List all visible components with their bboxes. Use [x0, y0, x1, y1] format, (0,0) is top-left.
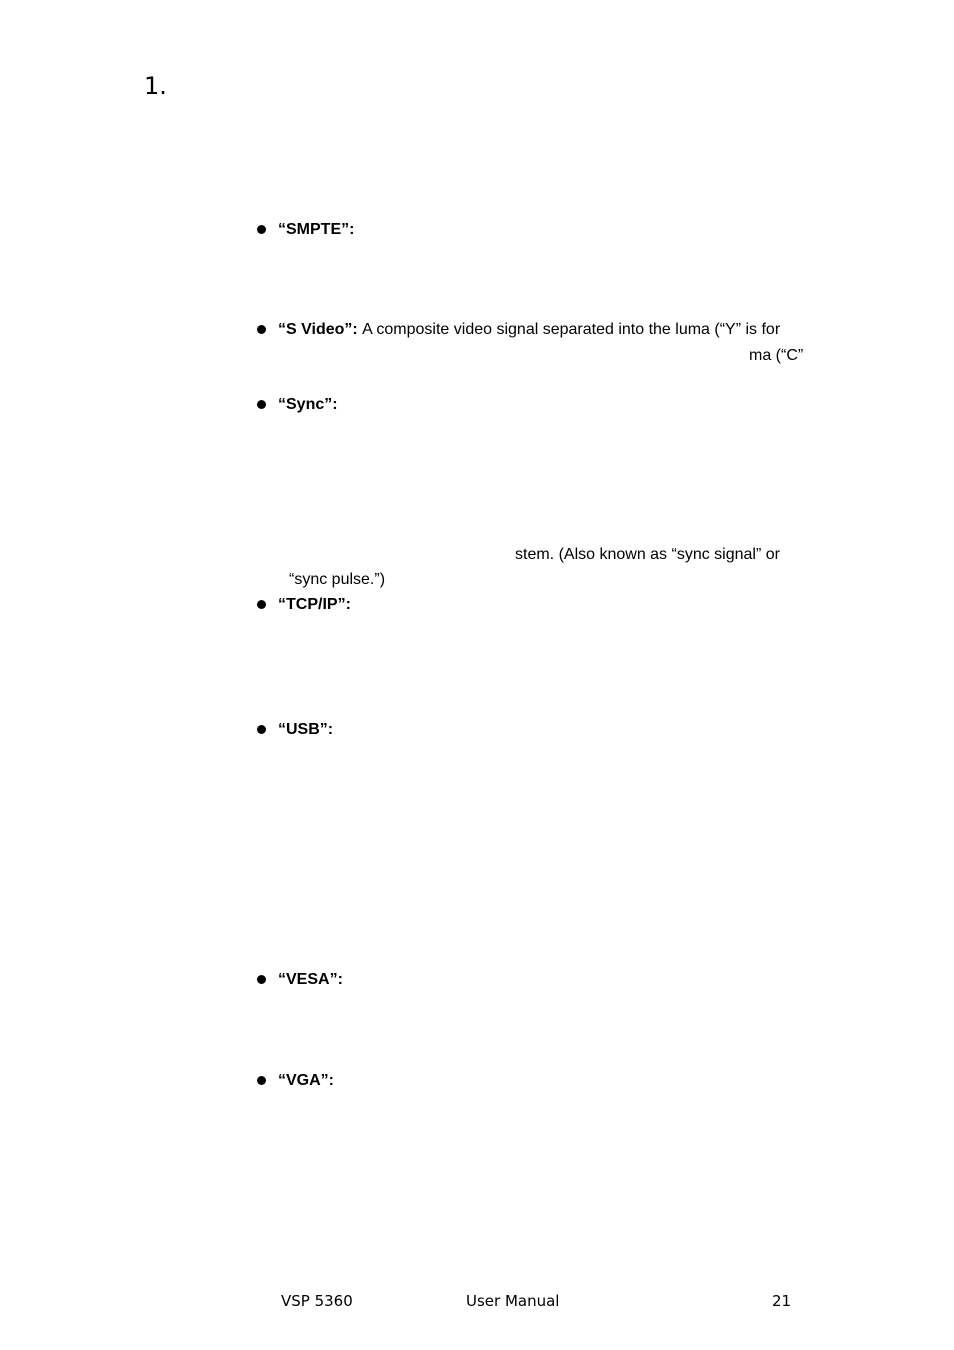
- term-usb: “USB”:: [278, 721, 334, 738]
- entry-svideo-line1: [278, 321, 780, 339]
- term-smpte: “SMPTE”:: [278, 221, 355, 238]
- bullet-icon: [257, 975, 266, 984]
- bullet-icon: [257, 325, 266, 334]
- bullet-icon: [257, 400, 266, 409]
- footer-model: VSP 5360: [281, 1292, 353, 1310]
- term-vesa: “VESA”:: [278, 971, 343, 988]
- sync-text-1: stem. (Also known as “sync signal” or: [515, 546, 780, 563]
- svideo-text-2: ma (“C”: [749, 347, 804, 364]
- bullet-icon: [257, 600, 266, 609]
- bullet-icon: [257, 725, 266, 734]
- term-sync: “Sync”:: [278, 396, 338, 413]
- sync-text-2: “sync pulse.”): [289, 571, 386, 588]
- bullet-icon: [257, 1076, 266, 1085]
- term-tcpip: “TCP/IP”:: [278, 596, 351, 613]
- footer-doc-title: User Manual: [466, 1292, 560, 1310]
- footer-page-number: 21: [772, 1292, 792, 1310]
- bullet-icon: [257, 225, 266, 234]
- term-svideo: “S Video”:: [278, 321, 358, 338]
- term-vga: “VGA”:: [278, 1072, 334, 1089]
- section-number: 1.: [144, 72, 167, 100]
- svideo-text-1: A composite video signal separated into the luma (“Y” is for: [362, 321, 781, 338]
